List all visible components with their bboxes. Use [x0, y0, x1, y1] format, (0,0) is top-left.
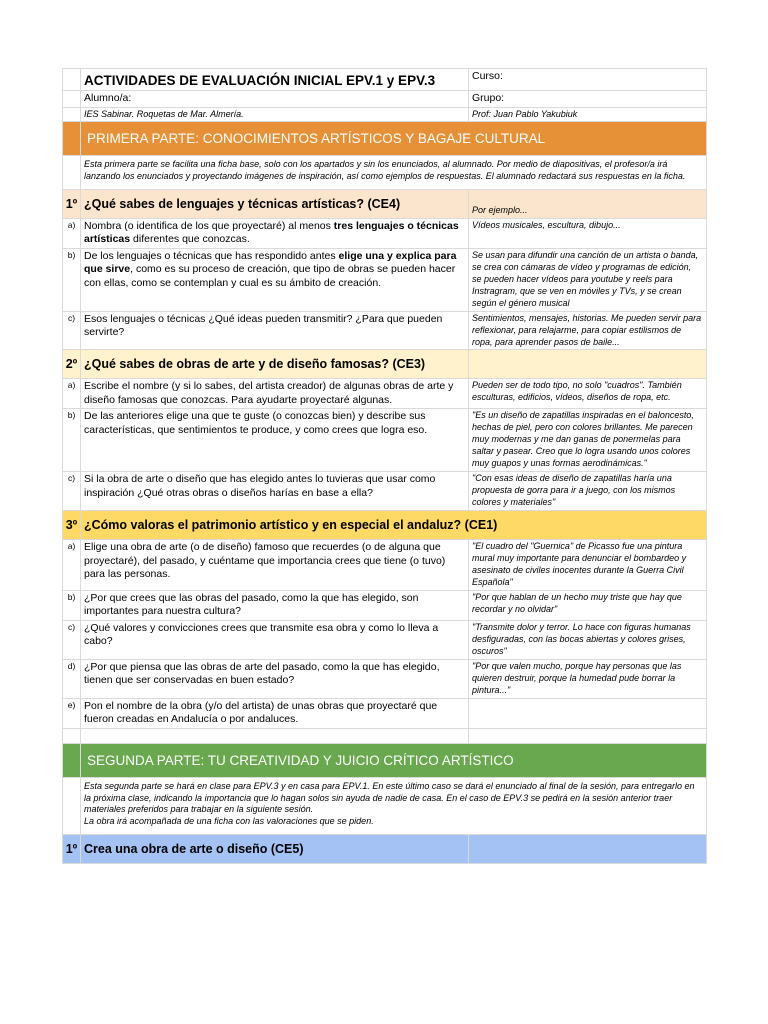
item-text: Nombra (o identifica de los que proyectaré) al menos tres lenguajes o técnicas artísticas diferentes que conozcas.	[81, 218, 469, 248]
example-answer: Sentimientos, mensajes, historias. Me pueden servir para reflexionar, para relajarme, para copiar estilismos de ropa, para aprender pasos de baile...	[469, 311, 707, 350]
question-2b-row	[63, 409, 707, 472]
question-1b-row	[63, 248, 707, 311]
teacher-name: Prof: Juan Pablo Yakubiuk	[469, 107, 707, 122]
item-text: Esos lenguajes o técnicas ¿Qué ideas pueden transmitir? ¿Para que pueden servirte?	[81, 311, 469, 350]
item-text: Si la obra de arte o diseño que has elegido antes lo tuvieras que usar como inspiración ¿Qué otras obras o diseños harías en base a ella?	[81, 472, 469, 511]
question-title: ¿Qué sabes de lenguajes y técnicas artísticas? (CE4)	[81, 189, 469, 218]
question-number: 1º	[63, 834, 81, 863]
item-letter: b)	[63, 590, 81, 620]
item-text: ¿Qué valores y convicciones crees que transmite esa obra y como lo lleva a cabo?	[81, 620, 469, 659]
example-answer: Pueden ser de todo tipo, no solo "cuadros". También esculturas, edificios, vídeos, diseños de ropa, etc.	[469, 379, 707, 409]
question-title: Crea una obra de arte o diseño (CE5)	[81, 834, 469, 863]
item-letter: a)	[63, 218, 81, 248]
header-row-student	[63, 91, 707, 107]
example-answer: "El cuadro del "Guernica" de Picasso fue una pintura mural muy importante para denunciar el bombardeo y asesinato de civiles inocentes durante la Guerra Civil Española"	[469, 540, 707, 591]
question-3b-row	[63, 590, 707, 620]
alumno-field[interactable]: Alumno/a:	[81, 91, 469, 107]
item-text: Pon el nombre de la obra (y/o del artista) de unas obras que proyectaré que fueron creadas en Andalucía o por andaluces.	[81, 698, 469, 728]
item-text: Escribe el nombre (y si lo sabes, del artista creador) de algunas obras de arte y diseño famosas que conozcas. Para ayudarte proyectaré algunas.	[81, 379, 469, 409]
question-number: 2º	[63, 350, 81, 379]
example-answer: "Es un diseño de zapatillas inspiradas en el baloncesto, hechas de piel, pero con colores brillantes. Me parecen muy modernas y me dan ganas de ponermelas para saltar y pasear. Creo que lo logra usando unos colores muy guapos y unas formas aerodinámicas."	[469, 409, 707, 472]
example-answer: "Transmite dolor y terror. Lo hace con figuras humanas desfiguradas, con las bocas abiertas y colores grises, oscuros"	[469, 620, 707, 659]
document-title: ACTIVIDADES DE EVALUACIÓN INICIAL EPV.1 y EPV.3	[81, 69, 469, 91]
evaluation-sheet	[62, 68, 706, 864]
example-label: Por ejemplo...	[469, 189, 707, 218]
question-number: 1º	[63, 189, 81, 218]
question-3e-row	[63, 698, 707, 728]
item-letter: b)	[63, 248, 81, 311]
part2-intro-row	[63, 777, 707, 834]
item-letter: a)	[63, 379, 81, 409]
evaluation-table	[62, 68, 707, 864]
example-answer: "Con esas ideas de diseño de zapatillas haría una propuesta de gorra para ir a juego, con los mismos colores y materiales"	[469, 472, 707, 511]
item-letter: c)	[63, 311, 81, 350]
example-answer: Vídeos musicales, escultura, dibujo...	[469, 218, 707, 248]
school-name: IES Sabinar. Roquetas de Mar. Almería.	[81, 107, 469, 122]
item-text: ¿Por que piensa que las obras de arte del pasado, como la que has elegido, tienen que ser conservadas en buen estado?	[81, 659, 469, 698]
item-text: De las anteriores elige una que te guste (o conozcas bien) y describe sus características, que sentimientos te produce, y como crees que logra eso.	[81, 409, 469, 472]
item-text: De los lenguajes o técnicas que has respondido antes elige una y explica para que sirve, como es su proceso de creación, que tipo de obras se pueden hacer con ellas, como se contemplan y cual es su ámbito de creación.	[81, 248, 469, 311]
question-3-row	[63, 511, 707, 540]
example-answer: "Por que hablan de un hecho muy triste que hay que recordar y no olvidar"	[469, 590, 707, 620]
part2-title: SEGUNDA PARTE: TU CREATIVIDAD Y JUICIO CRÍTICO ARTÍSTICO	[81, 743, 707, 777]
question-1a-row	[63, 218, 707, 248]
example-answer: Se usan para difundir una canción de un artista o banda, se crea con cámaras de vídeo y programas de edición, se pueden hacer vídeos para youtube y reels para Instragram, que se ven en móviles y TVs, y se crean según el género musical	[469, 248, 707, 311]
item-letter: d)	[63, 659, 81, 698]
part1-title: PRIMERA PARTE: CONOCIMIENTOS ARTÍSTICOS Y BAGAJE CULTURAL	[81, 122, 707, 156]
item-text: ¿Por que crees que las obras del pasado, como la que has elegido, son importantes para nuestra cultura?	[81, 590, 469, 620]
item-text: Elige una obra de arte (o de diseño) famoso que recuerdes (o de alguna que proyectaré), del pasado, y cuéntame que importancia crees que tiene (o tuvo) para las personas.	[81, 540, 469, 591]
question-1-row	[63, 189, 707, 218]
item-letter: c)	[63, 620, 81, 659]
curso-field[interactable]: Curso:	[469, 69, 707, 91]
question-1c-row	[63, 311, 707, 350]
question-2a-row	[63, 379, 707, 409]
item-letter: e)	[63, 698, 81, 728]
spacer-row	[63, 728, 707, 743]
part1-header-row	[63, 122, 707, 156]
item-letter: a)	[63, 540, 81, 591]
question-3c-row	[63, 620, 707, 659]
part1-intro: Esta primera parte se facilita una ficha base, solo con los apartados y sin los enunciados, al alumnado. Por medio de diapositivas, el profesor/a irá lanzando los enunciados y proyectando imágenes de inspiración, así como ejemplos de respuestas. El alumnado redactará sus respuestas en la ficha.	[81, 156, 707, 189]
question-2-row	[63, 350, 707, 379]
part2-intro: Esta segunda parte se hará en clase para EPV.3 y en casa para EPV.1. En este último caso se dará el enunciado al final de la sesión, para entregarlo en la próxima clase, indicando la importancia que lo hagan solos sin ayuda de nadie de casa. En el caso de EPV.3 se pedirá en la sesión anterior traer materiales preferidos para trabajar en la siguiente sesión. La obra irá acompañada de una ficha con las valoraciones que se piden.	[81, 777, 707, 834]
question-3d-row	[63, 659, 707, 698]
question-number: 3º	[63, 511, 81, 540]
header-row-school	[63, 107, 707, 122]
question-2c-row	[63, 472, 707, 511]
example-answer: "Por que valen mucho, porque hay personas que las quieren destruir, porque la humedad pude borrar la pintura..."	[469, 659, 707, 698]
example-answer	[469, 698, 707, 728]
grupo-field[interactable]: Grupo:	[469, 91, 707, 107]
part1-intro-row	[63, 156, 707, 189]
question-title: ¿Qué sabes de obras de arte y de diseño famosas? (CE3)	[81, 350, 469, 379]
item-letter: c)	[63, 472, 81, 511]
question-3a-row	[63, 540, 707, 591]
part2-header-row	[63, 743, 707, 777]
question-title: ¿Cómo valoras el patrimonio artístico y en especial el andaluz? (CE1)	[81, 511, 707, 540]
part2-question-1-row	[63, 834, 707, 863]
item-letter: b)	[63, 409, 81, 472]
header-row-title	[63, 69, 707, 91]
